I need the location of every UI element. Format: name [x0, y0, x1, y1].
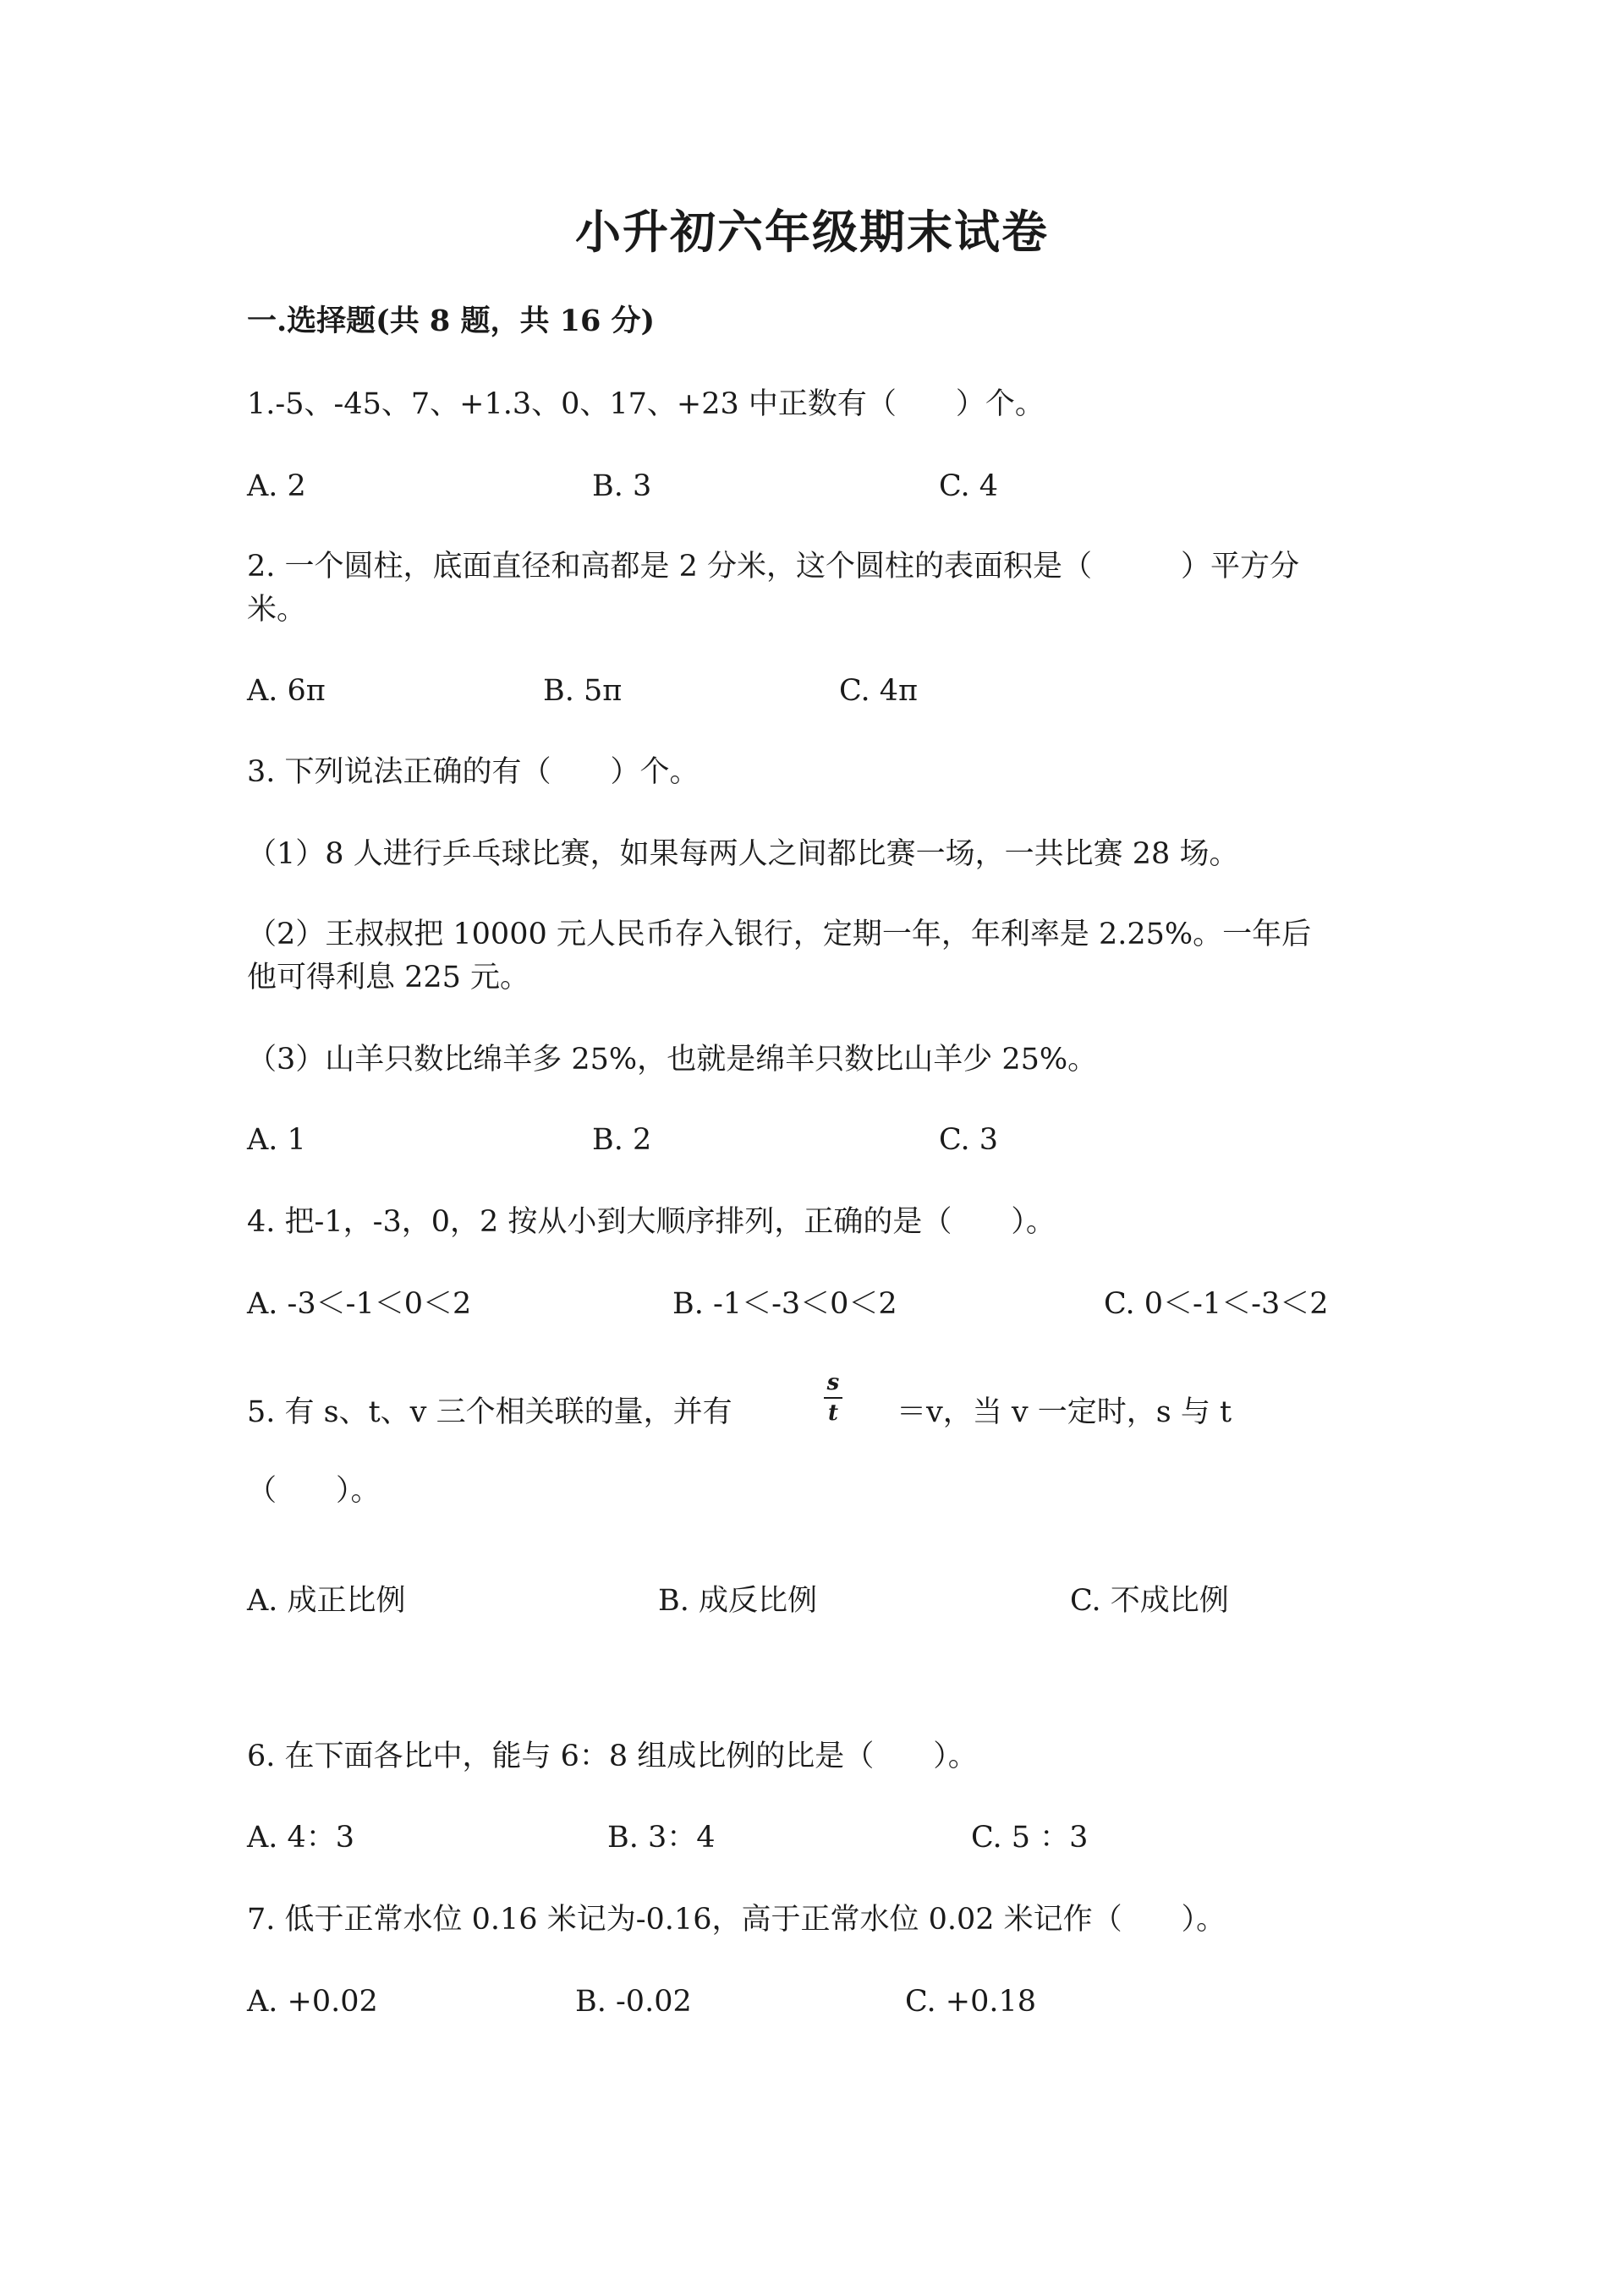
question-2-option-c: C. 4π — [839, 674, 919, 708]
question-7-option-b: B. -0.02 — [575, 1985, 692, 2019]
question-1-option-c: C. 4 — [939, 469, 999, 503]
question-3-option-c: C. 3 — [939, 1123, 999, 1157]
question-2-option-a: A. 6π — [247, 674, 326, 708]
question-2-stem-line-2: 米。 — [247, 593, 307, 627]
question-4-option-c: C. 0＜-1＜-3＜2 — [1104, 1287, 1329, 1321]
question-7-stem: 7. 低于正常水位 0.16 米记为-0.16，高于正常水位 0.02 米记作（ ）。 — [247, 1903, 1226, 1937]
question-4-stem: 4. 把-1，-3，0，2 按从小到大顺序排列，正确的是（ ）。 — [247, 1205, 1056, 1239]
question-1-option-a: A. 2 — [247, 469, 306, 503]
question-3-statement-3: （3）山羊只数比绵羊多 25%，也就是绵羊只数比山羊少 25%。 — [247, 1043, 1098, 1077]
question-4-option-b: B. -1＜-3＜0＜2 — [672, 1287, 897, 1321]
question-3-option-b: B. 2 — [592, 1123, 652, 1157]
question-5-option-b: B. 成反比例 — [658, 1584, 817, 1618]
question-6-stem: 6. 在下面各比中，能与 6：8 组成比例的比是（ ）。 — [247, 1740, 978, 1773]
question-7-option-a: A. +0.02 — [247, 1985, 378, 2019]
fraction-denominator: t — [827, 1400, 838, 1426]
question-3-statement-2-line-2: 他可得利息 225 元。 — [247, 961, 530, 995]
question-6-option-a: A. 4：3 — [247, 1821, 355, 1855]
question-5-option-a: A. 成正比例 — [247, 1584, 406, 1618]
fraction-bar — [824, 1397, 842, 1399]
question-2-option-b: B. 5π — [543, 674, 623, 708]
question-1-stem: 1.-5、-45、7、+1.3、0、17、+23 中正数有（ ）个。 — [247, 387, 1045, 421]
question-3-statement-2-line-1: （2）王叔叔把 10000 元人民币存入银行，定期一年，年利率是 2.25%。一年后 — [247, 918, 1312, 951]
fraction-numerator: s — [826, 1370, 840, 1395]
question-4-option-a: A. -3＜-1＜0＜2 — [247, 1287, 472, 1321]
question-6-option-b: B. 3：4 — [607, 1821, 716, 1855]
question-5-stem-line-2: （ ）。 — [247, 1474, 381, 1508]
question-3-statement-1: （1）8 人进行乒乓球比赛，如果每两人之间都比赛一场，一共比赛 28 场。 — [247, 837, 1239, 871]
fraction-s-over-t — [820, 1370, 846, 1426]
page-title: 小升初六年级期末试卷 — [575, 205, 1049, 259]
question-7-option-c: C. +0.18 — [905, 1985, 1037, 2019]
question-6-option-c: C. 5 ：3 — [971, 1821, 1089, 1855]
question-5-stem-end: ＝v，当 v 一定时，s 与 t — [897, 1395, 1232, 1429]
section-heading-choice: 一.选择题(共 8 题，共 16 分) — [247, 304, 656, 338]
question-2-stem-line-1: 2. 一个圆柱，底面直径和高都是 2 分米，这个圆柱的表面积是（ ）平方分 — [247, 550, 1300, 584]
question-5-stem-start: 5. 有 s、t、v 三个相关联的量，并有 — [247, 1395, 732, 1429]
question-3-stem: 3. 下列说法正确的有（ ）个。 — [247, 755, 700, 789]
question-1-option-b: B. 3 — [592, 469, 652, 503]
question-3-option-a: A. 1 — [247, 1123, 306, 1157]
question-5-option-c: C. 不成比例 — [1070, 1584, 1229, 1618]
